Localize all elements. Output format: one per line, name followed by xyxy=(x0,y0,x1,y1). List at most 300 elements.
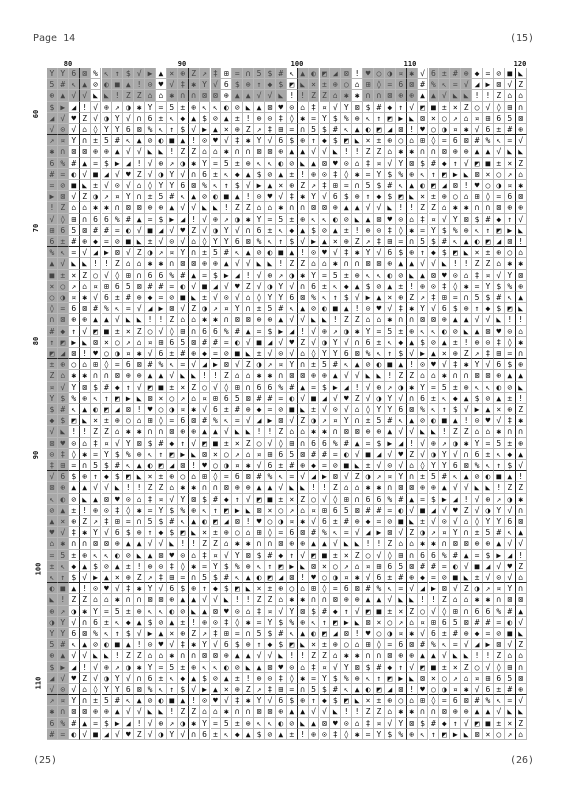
stitch-cell: ⊠ xyxy=(516,673,527,684)
stitch-cell: Y xyxy=(439,449,450,460)
stitch-cell: ∩ xyxy=(461,527,472,538)
stitch-cell: ∩ xyxy=(134,594,145,605)
stitch-cell: ◢ xyxy=(69,662,80,673)
stitch-cell: ◆ xyxy=(450,393,461,404)
stitch-cell: ↖ xyxy=(200,505,211,516)
stitch-cell: ⊕ xyxy=(189,102,200,113)
stitch-cell: # xyxy=(483,617,494,628)
stitch-cell: √ xyxy=(439,90,450,101)
stitch-cell: ⊠ xyxy=(330,594,341,605)
stitch-cell: Y xyxy=(102,449,113,460)
stitch-cell: ⊘ xyxy=(69,494,80,505)
stitch-cell: √ xyxy=(341,471,352,482)
stitch-cell: ⊘ xyxy=(145,135,156,146)
stitch-cell: % xyxy=(221,326,232,337)
stitch-cell: % xyxy=(483,695,494,706)
stitch-cell: ± xyxy=(450,337,461,348)
stitch-cell: $ xyxy=(287,236,298,247)
stitch-cell: √ xyxy=(211,79,222,90)
stitch-cell: ↗ xyxy=(58,606,69,617)
stitch-cell: ⊠ xyxy=(243,236,254,247)
stitch-cell: ⊙ xyxy=(320,169,331,180)
stitch-cell: ! xyxy=(156,314,167,325)
stitch-cell: ▲ xyxy=(47,258,58,269)
stitch-cell: 5 xyxy=(363,180,374,191)
stitch-cell: ⊘ xyxy=(505,382,516,393)
stitch-cell: $ xyxy=(58,393,69,404)
stitch-cell: = xyxy=(58,729,69,740)
stitch-cell: ↗ xyxy=(330,326,341,337)
stitch-cell: ■ xyxy=(156,382,167,393)
stitch-cell: $ xyxy=(505,460,516,471)
stitch-cell: ✱ xyxy=(483,594,494,605)
stitch-cell: × xyxy=(221,684,232,695)
stitch-cell: # xyxy=(363,505,374,516)
stitch-cell: ▶ xyxy=(330,382,341,393)
stitch-cell: ■ xyxy=(418,505,429,516)
stitch-cell: = xyxy=(156,662,167,673)
stitch-cell: ⊠ xyxy=(472,370,483,381)
stitch-cell: Z xyxy=(516,639,527,650)
stitch-cell: # xyxy=(200,337,211,348)
stitch-cell: ∩ xyxy=(189,169,200,180)
stitch-cell: ⊠ xyxy=(494,202,505,213)
stitch-cell: √ xyxy=(298,236,309,247)
stitch-cell: √ xyxy=(461,561,472,572)
stitch-cell: ⊠ xyxy=(320,158,331,169)
stitch-cell: ○ xyxy=(341,639,352,650)
stitch-cell: ⊠ xyxy=(243,314,254,325)
stitch-cell: ▲ xyxy=(80,158,91,169)
stitch-cell: ▲ xyxy=(243,169,254,180)
stitch-cell: ⊙ xyxy=(145,639,156,650)
stitch-cell: Y xyxy=(232,303,243,314)
stitch-cell: $ xyxy=(112,449,123,460)
stitch-cell: ⊠ xyxy=(134,202,145,213)
stitch-cell: √ xyxy=(134,628,145,639)
row-number: 100 xyxy=(34,563,42,576)
stitch-cell: ↖ xyxy=(276,471,287,482)
stitch-cell: ⊕ xyxy=(298,135,309,146)
stitch-cell: ▲ xyxy=(134,617,145,628)
stitch-cell: ▶ xyxy=(450,729,461,740)
stitch-cell: # xyxy=(505,684,516,695)
stitch-cell: ⊠ xyxy=(341,628,352,639)
stitch-cell: $ xyxy=(309,225,320,236)
stitch-cell: 6 xyxy=(320,438,331,449)
stitch-cell: ± xyxy=(254,303,265,314)
stitch-cell: ! xyxy=(80,505,91,516)
stitch-cell: ◐ xyxy=(91,404,102,415)
stitch-cell: ⌂ xyxy=(112,426,123,437)
stitch-cell: 6 xyxy=(178,415,189,426)
stitch-cell: ◩ xyxy=(178,527,189,538)
stitch-cell: ‡ xyxy=(429,292,440,303)
stitch-cell: ⊕ xyxy=(189,662,200,673)
stitch-cell: ⊕ xyxy=(450,146,461,157)
stitch-cell: ↖ xyxy=(47,494,58,505)
stitch-cell: ♥ xyxy=(309,572,320,583)
stitch-cell: ↗ xyxy=(47,695,58,706)
stitch-cell: ↖ xyxy=(341,124,352,135)
column-number: 120 xyxy=(514,60,527,68)
stitch-cell: # xyxy=(363,583,374,594)
stitch-cell: # xyxy=(330,359,341,370)
stitch-cell: √ xyxy=(461,482,472,493)
stitch-cell: Z xyxy=(320,90,331,101)
stitch-cell: √ xyxy=(396,393,407,404)
stitch-cell: ▲ xyxy=(254,102,265,113)
stitch-cell: 6 xyxy=(254,225,265,236)
stitch-cell: # xyxy=(439,236,450,247)
stitch-cell: ⌂ xyxy=(461,113,472,124)
stitch-cell: ¤ xyxy=(47,382,58,393)
stitch-cell: ‡ xyxy=(505,415,516,426)
stitch-cell: ↑ xyxy=(472,303,483,314)
stitch-cell: Y xyxy=(47,393,58,404)
stitch-cell: ⌂ xyxy=(298,426,309,437)
stitch-cell: ▲ xyxy=(80,718,91,729)
stitch-cell: ◣ xyxy=(505,706,516,717)
stitch-cell: ◣ xyxy=(58,426,69,437)
stitch-cell: ✱ xyxy=(407,706,418,717)
stitch-cell: = xyxy=(102,606,113,617)
stitch-cell: ⊙ xyxy=(265,113,276,124)
stitch-cell: ! xyxy=(134,79,145,90)
stitch-cell: ↖ xyxy=(494,135,505,146)
stitch-cell: ◆ xyxy=(232,729,243,740)
stitch-cell: Y xyxy=(341,415,352,426)
stitch-cell: ◣ xyxy=(418,426,429,437)
stitch-cell: ∩ xyxy=(189,650,200,661)
stitch-cell: ± xyxy=(232,673,243,684)
stitch-cell: ◣ xyxy=(134,314,145,325)
stitch-cell: Y xyxy=(123,191,134,202)
stitch-cell: ◆ xyxy=(58,326,69,337)
stitch-cell: ⊕ xyxy=(385,258,396,269)
stitch-cell: ▲ xyxy=(167,202,178,213)
stitch-cell: ▲ xyxy=(58,650,69,661)
stitch-cell: ⊕ xyxy=(58,359,69,370)
stitch-cell: ▲ xyxy=(385,426,396,437)
stitch-cell: ■ xyxy=(254,337,265,348)
stitch-cell: ∩ xyxy=(298,124,309,135)
stitch-cell: ♥ xyxy=(102,583,113,594)
stitch-cell: ○ xyxy=(330,561,341,572)
stitch-cell: Z xyxy=(450,426,461,437)
stitch-cell: ◣ xyxy=(200,202,211,213)
stitch-cell: ↗ xyxy=(385,382,396,393)
stitch-cell: ↖ xyxy=(145,449,156,460)
stitch-cell: ⌂ xyxy=(494,258,505,269)
stitch-cell: ↗ xyxy=(363,236,374,247)
stitch-cell: ◊ xyxy=(374,639,385,650)
stitch-cell: ▲ xyxy=(309,718,320,729)
stitch-cell: $ xyxy=(363,102,374,113)
stitch-cell: ▲ xyxy=(483,706,494,717)
stitch-cell: × xyxy=(47,281,58,292)
stitch-cell: ⊘ xyxy=(385,516,396,527)
stitch-cell: 6 xyxy=(374,572,385,583)
stitch-cell: ¤ xyxy=(58,695,69,706)
stitch-cell: ± xyxy=(341,225,352,236)
stitch-cell: ■ xyxy=(102,326,113,337)
stitch-cell: ◑ xyxy=(494,180,505,191)
stitch-cell: % xyxy=(494,606,505,617)
stitch-cell: Y xyxy=(374,404,385,415)
stitch-cell: ⌂ xyxy=(472,426,483,437)
stitch-cell: ⌂ xyxy=(243,449,254,460)
stitch-cell: ◣ xyxy=(298,404,309,415)
stitch-cell: ± xyxy=(265,225,276,236)
stitch-cell: ◣ xyxy=(516,68,527,79)
stitch-cell: × xyxy=(102,337,113,348)
stitch-cell: ◐ xyxy=(309,628,320,639)
stitch-cell: ▲ xyxy=(396,359,407,370)
stitch-cell: √ xyxy=(363,393,374,404)
stitch-cell: ± xyxy=(287,169,298,180)
stitch-cell: 6 xyxy=(309,281,320,292)
stitch-cell: Z xyxy=(47,370,58,381)
stitch-cell: ⌂ xyxy=(221,538,232,549)
stitch-cell: ✱ xyxy=(221,706,232,717)
stitch-cell: ◊ xyxy=(341,169,352,180)
stitch-cell: $ xyxy=(47,404,58,415)
stitch-cell: ▶ xyxy=(309,236,320,247)
stitch-cell: ⊠ xyxy=(352,102,363,113)
stitch-cell: ◆ xyxy=(483,303,494,314)
stitch-cell: 6 xyxy=(211,404,222,415)
stitch-cell: ↖ xyxy=(309,617,320,628)
stitch-cell: ⌂ xyxy=(363,314,374,325)
stitch-cell: × xyxy=(483,729,494,740)
stitch-cell: 5 xyxy=(320,359,331,370)
stitch-cell: ▲ xyxy=(58,90,69,101)
stitch-cell: ∩ xyxy=(472,202,483,213)
stitch-cell: ⊕ xyxy=(407,572,418,583)
stitch-cell: ◐ xyxy=(494,382,505,393)
stitch-cell: ⌂ xyxy=(243,606,254,617)
stitch-cell: ▲ xyxy=(407,494,418,505)
stitch-cell: ◐ xyxy=(472,236,483,247)
stitch-cell: ▲ xyxy=(243,247,254,258)
stitch-cell: ⊠ xyxy=(330,471,341,482)
stitch-cell: ○ xyxy=(91,270,102,281)
stitch-cell: ⊙ xyxy=(439,516,450,527)
page-title: Page 14 xyxy=(33,33,75,44)
stitch-cell: # xyxy=(341,438,352,449)
stitch-cell: ◩ xyxy=(374,124,385,135)
stitch-cell: ↗ xyxy=(374,471,385,482)
stitch-cell: ◩ xyxy=(505,303,516,314)
stitch-cell: = xyxy=(156,292,167,303)
stitch-cell: ✱ xyxy=(47,706,58,717)
stitch-cell: ✱ xyxy=(516,415,527,426)
stitch-cell: ▲ xyxy=(418,270,429,281)
stitch-cell: ± xyxy=(232,113,243,124)
stitch-cell: # xyxy=(309,449,320,460)
stitch-cell: ⌂ xyxy=(505,650,516,661)
stitch-cell: ◊ xyxy=(374,79,385,90)
stitch-cell: ↗ xyxy=(145,572,156,583)
stitch-cell: ⌂ xyxy=(134,494,145,505)
stitch-cell: = xyxy=(123,516,134,527)
stitch-cell: √ xyxy=(80,650,91,661)
stitch-cell: Z xyxy=(407,606,418,617)
stitch-cell: ⌂ xyxy=(385,146,396,157)
stitch-cell: ⊠ xyxy=(243,550,254,561)
stitch-cell: ○ xyxy=(145,326,156,337)
stitch-cell: ⊙ xyxy=(265,673,276,684)
stitch-cell: ! xyxy=(352,303,363,314)
stitch-cell: # xyxy=(330,684,341,695)
stitch-cell: ✱ xyxy=(189,404,200,415)
stitch-cell: ∩ xyxy=(243,68,254,79)
stitch-cell: ↖ xyxy=(102,628,113,639)
stitch-cell: ∩ xyxy=(156,426,167,437)
stitch-cell: ⌂ xyxy=(167,482,178,493)
stitch-cell: ↑ xyxy=(200,583,211,594)
stitch-cell: ◊ xyxy=(69,449,80,460)
stitch-cell: ¤ xyxy=(450,124,461,135)
stitch-cell: ↖ xyxy=(505,292,516,303)
stitch-cell: ! xyxy=(80,426,91,437)
stitch-cell: ◢ xyxy=(145,303,156,314)
stitch-cell: ▲ xyxy=(276,314,287,325)
stitch-cell: ▲ xyxy=(134,135,145,146)
stitch-cell: ↗ xyxy=(505,729,516,740)
stitch-cell: ↗ xyxy=(112,662,123,673)
stitch-cell: ▲ xyxy=(450,314,461,325)
stitch-cell: ⊕ xyxy=(134,527,145,538)
stitch-cell: ✱ xyxy=(243,617,254,628)
stitch-cell: ⊠ xyxy=(287,370,298,381)
stitch-cell: ⌂ xyxy=(189,314,200,325)
stitch-cell: ○ xyxy=(221,449,232,460)
stitch-cell: ⌂ xyxy=(232,370,243,381)
stitch-cell: ⊕ xyxy=(112,415,123,426)
stitch-cell: ⊠ xyxy=(309,561,320,572)
stitch-cell: ⊠ xyxy=(320,202,331,213)
stitch-cell: ◆ xyxy=(494,214,505,225)
stitch-cell: ○ xyxy=(123,415,134,426)
stitch-cell: ◣ xyxy=(102,90,113,101)
stitch-cell: ∩ xyxy=(363,90,374,101)
stitch-cell: ✱ xyxy=(243,695,254,706)
stitch-cell: ! xyxy=(243,673,254,684)
stitch-cell: ◆ xyxy=(385,102,396,113)
stitch-cell: # xyxy=(418,639,429,650)
stitch-cell: ↖ xyxy=(145,606,156,617)
stitch-cell: = xyxy=(341,527,352,538)
stitch-cell: ◊ xyxy=(123,505,134,516)
stitch-cell: ○ xyxy=(58,281,69,292)
stitch-cell: Z xyxy=(516,561,527,572)
stitch-cell: # xyxy=(483,214,494,225)
stitch-cell: ‡ xyxy=(221,617,232,628)
stitch-cell: ± xyxy=(439,102,450,113)
stitch-cell: ▶ xyxy=(374,527,385,538)
stitch-cell: ⊕ xyxy=(320,370,331,381)
stitch-cell: Y xyxy=(254,214,265,225)
stitch-cell: √ xyxy=(309,337,320,348)
stitch-cell: ± xyxy=(494,124,505,135)
stitch-cell: ∩ xyxy=(189,90,200,101)
stitch-cell: Z xyxy=(200,538,211,549)
stitch-cell: ↖ xyxy=(254,718,265,729)
stitch-cell: ↑ xyxy=(69,326,80,337)
stitch-cell: ⊠ xyxy=(69,348,80,359)
stitch-cell: ∩ xyxy=(341,258,352,269)
stitch-cell: ⌂ xyxy=(352,561,363,572)
stitch-cell: √ xyxy=(156,326,167,337)
stitch-cell: √ xyxy=(374,550,385,561)
stitch-cell: ✱ xyxy=(189,158,200,169)
stitch-cell: ⌂ xyxy=(145,650,156,661)
stitch-cell: ■ xyxy=(363,449,374,460)
stitch-cell: ⊙ xyxy=(505,326,516,337)
stitch-cell: × xyxy=(200,527,211,538)
stitch-cell: √ xyxy=(483,359,494,370)
stitch-cell: ⊠ xyxy=(102,538,113,549)
cross-stitch-chart-grid xyxy=(47,68,527,740)
stitch-cell: ○ xyxy=(254,438,265,449)
stitch-cell: ⊞ xyxy=(363,79,374,90)
stitch-cell: ■ xyxy=(123,236,134,247)
stitch-cell: # xyxy=(232,326,243,337)
stitch-cell: Z xyxy=(298,415,309,426)
stitch-cell: ¤ xyxy=(429,214,440,225)
stitch-cell: ⊕ xyxy=(396,650,407,661)
stitch-cell: Y xyxy=(112,124,123,135)
stitch-cell: √ xyxy=(407,583,418,594)
stitch-cell: = xyxy=(429,572,440,583)
stitch-cell: ⊕ xyxy=(352,516,363,527)
stitch-cell: ∩ xyxy=(396,314,407,325)
stitch-cell: ↑ xyxy=(450,158,461,169)
stitch-cell: 6 xyxy=(112,527,123,538)
stitch-cell: ↑ xyxy=(254,79,265,90)
stitch-cell: ⌂ xyxy=(352,718,363,729)
stitch-cell: √ xyxy=(320,706,331,717)
stitch-cell: ⊙ xyxy=(287,102,298,113)
stitch-cell: ◩ xyxy=(287,79,298,90)
stitch-cell: ▶ xyxy=(287,561,298,572)
stitch-cell: ! xyxy=(102,258,113,269)
stitch-cell: ✱ xyxy=(80,370,91,381)
stitch-cell: √ xyxy=(145,538,156,549)
stitch-cell: √ xyxy=(287,314,298,325)
stitch-cell: Z xyxy=(352,471,363,482)
stitch-cell: 6 xyxy=(418,393,429,404)
stitch-cell: ◢ xyxy=(396,438,407,449)
stitch-cell: ⊙ xyxy=(112,180,123,191)
stitch-cell: Y xyxy=(385,404,396,415)
stitch-cell: ○ xyxy=(385,617,396,628)
stitch-cell: ⊞ xyxy=(221,628,232,639)
stitch-cell: ↗ xyxy=(156,247,167,258)
stitch-cell: Y xyxy=(418,382,429,393)
stitch-cell: Z xyxy=(91,426,102,437)
stitch-cell: ⊘ xyxy=(232,662,243,673)
stitch-cell: ✱ xyxy=(330,258,341,269)
stitch-cell: ‡ xyxy=(69,527,80,538)
stitch-cell: 6 xyxy=(156,270,167,281)
stitch-cell: ▲ xyxy=(505,471,516,482)
stitch-cell: # xyxy=(385,415,396,426)
stitch-cell: ! xyxy=(200,370,211,381)
stitch-cell: √ xyxy=(80,326,91,337)
